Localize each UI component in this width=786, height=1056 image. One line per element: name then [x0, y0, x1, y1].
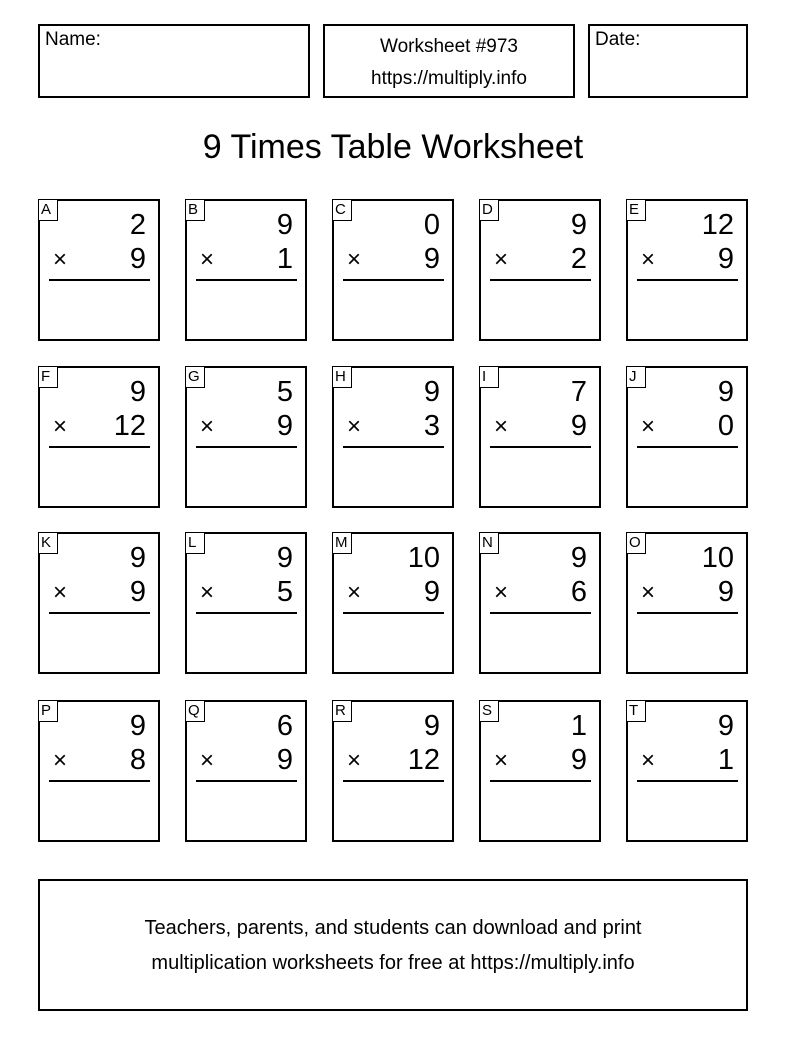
- answer-line: [196, 446, 297, 448]
- problem-card-d[interactable]: [479, 199, 601, 341]
- problem-card-c[interactable]: [332, 199, 454, 341]
- problem-card-q[interactable]: [185, 700, 307, 842]
- times-sign: ×: [641, 246, 656, 273]
- times-sign: ×: [641, 413, 656, 440]
- answer-line: [637, 446, 738, 448]
- answer-line: [343, 780, 444, 782]
- problem-card-g[interactable]: [185, 366, 307, 508]
- times-sign: ×: [200, 246, 215, 273]
- answer-line: [343, 446, 444, 448]
- multiplicand: 9: [129, 710, 146, 742]
- multiplicand: 9: [423, 710, 440, 742]
- multiplier: 9: [423, 576, 440, 608]
- multiplier: 1: [276, 243, 293, 275]
- multiplier: 9: [570, 744, 587, 776]
- date-label: Date:: [595, 29, 641, 50]
- multiplicand: 9: [276, 542, 293, 574]
- times-sign: ×: [347, 246, 362, 273]
- times-sign: ×: [641, 747, 656, 774]
- multiplier: 9: [717, 243, 734, 275]
- multiplicand: 9: [717, 710, 734, 742]
- date-field-box[interactable]: [588, 24, 748, 98]
- answer-line: [49, 279, 150, 281]
- times-sign: ×: [53, 413, 68, 440]
- problem-letter: P: [38, 700, 58, 722]
- problem-letter: C: [332, 199, 352, 221]
- multiplicand: 10: [407, 542, 440, 574]
- times-sign: ×: [200, 413, 215, 440]
- problem-letter: S: [479, 700, 499, 722]
- answer-line: [196, 612, 297, 614]
- multiplicand: 5: [276, 376, 293, 408]
- multiplier: 5: [276, 576, 293, 608]
- problem-letter: N: [479, 532, 499, 554]
- multiplicand: 9: [129, 376, 146, 408]
- multiplier: 12: [407, 744, 440, 776]
- answer-line: [343, 279, 444, 281]
- problem-card-k[interactable]: [38, 532, 160, 674]
- multiplicand: 0: [423, 209, 440, 241]
- problem-letter: O: [626, 532, 646, 554]
- multiplicand: 2: [129, 209, 146, 241]
- footer-box: [38, 879, 748, 1011]
- times-sign: ×: [53, 747, 68, 774]
- times-sign: ×: [200, 579, 215, 606]
- problem-card-a[interactable]: [38, 199, 160, 341]
- multiplicand: 12: [701, 209, 734, 241]
- problem-card-l[interactable]: [185, 532, 307, 674]
- multiplicand: 9: [276, 209, 293, 241]
- multiplier: 9: [129, 243, 146, 275]
- problem-letter: R: [332, 700, 352, 722]
- times-sign: ×: [347, 579, 362, 606]
- multiplicand: 9: [423, 376, 440, 408]
- answer-line: [196, 279, 297, 281]
- worksheet-number: Worksheet #973: [379, 36, 518, 57]
- multiplier: 8: [129, 744, 146, 776]
- name-field-box[interactable]: [38, 24, 310, 98]
- problem-letter: D: [479, 199, 499, 221]
- multiplicand: 9: [717, 376, 734, 408]
- answer-line: [490, 279, 591, 281]
- answer-line: [490, 446, 591, 448]
- problem-letter: I: [479, 366, 499, 388]
- problem-card-r[interactable]: [332, 700, 454, 842]
- multiplicand: 9: [570, 542, 587, 574]
- name-label: Name:: [45, 29, 101, 50]
- multiplier: 9: [423, 243, 440, 275]
- problem-letter: E: [626, 199, 646, 221]
- times-sign: ×: [641, 579, 656, 606]
- answer-line: [490, 612, 591, 614]
- multiplier: 9: [717, 576, 734, 608]
- multiplier: 1: [717, 744, 734, 776]
- answer-line: [343, 612, 444, 614]
- multiplier: 9: [276, 744, 293, 776]
- problem-letter: L: [185, 532, 205, 554]
- page-title: 9 Times Table Worksheet: [202, 128, 584, 166]
- problem-letter: K: [38, 532, 58, 554]
- multiplier: 0: [717, 410, 734, 442]
- multiplicand: 9: [129, 542, 146, 574]
- times-sign: ×: [494, 246, 509, 273]
- problem-letter: A: [38, 199, 58, 221]
- times-sign: ×: [494, 413, 509, 440]
- problem-card-n[interactable]: [479, 532, 601, 674]
- times-sign: ×: [347, 747, 362, 774]
- answer-line: [637, 279, 738, 281]
- multiplicand: 7: [570, 376, 587, 408]
- times-sign: ×: [200, 747, 215, 774]
- problem-card-m[interactable]: [332, 532, 454, 674]
- problem-letter: M: [332, 532, 352, 554]
- footer-line-2: multiplication worksheets for free at https://multiply.info: [151, 952, 635, 974]
- times-sign: ×: [347, 413, 362, 440]
- times-sign: ×: [494, 579, 509, 606]
- multiplier: 6: [570, 576, 587, 608]
- answer-line: [196, 780, 297, 782]
- problem-letter: T: [626, 700, 646, 722]
- multiplier: 9: [570, 410, 587, 442]
- multiplier: 9: [129, 576, 146, 608]
- answer-line: [637, 612, 738, 614]
- multiplier: 9: [276, 410, 293, 442]
- multiplicand: 6: [276, 710, 293, 742]
- answer-line: [490, 780, 591, 782]
- worksheet-info-box: [323, 24, 575, 98]
- problem-card-b[interactable]: [185, 199, 307, 341]
- problem-card-j[interactable]: [626, 366, 748, 508]
- problem-letter: J: [626, 366, 646, 388]
- problem-card-t[interactable]: [626, 700, 748, 842]
- problem-card-p[interactable]: [38, 700, 160, 842]
- problem-card-f[interactable]: [38, 366, 160, 508]
- multiplier: 12: [113, 410, 146, 442]
- multiplier: 2: [570, 243, 587, 275]
- problem-card-h[interactable]: [332, 366, 454, 508]
- times-sign: ×: [494, 747, 509, 774]
- answer-line: [637, 780, 738, 782]
- problem-card-i[interactable]: [479, 366, 601, 508]
- multiplicand: 1: [570, 710, 587, 742]
- problem-card-o[interactable]: [626, 532, 748, 674]
- answer-line: [49, 780, 150, 782]
- multiplier: 3: [423, 410, 440, 442]
- worksheet-url: https://multiply.info: [371, 68, 527, 89]
- times-sign: ×: [53, 246, 68, 273]
- times-sign: ×: [53, 579, 68, 606]
- problem-card-s[interactable]: [479, 700, 601, 842]
- footer-line-1: Teachers, parents, and students can download and print: [144, 917, 642, 939]
- problem-letter: F: [38, 366, 58, 388]
- problem-letter: G: [185, 366, 205, 388]
- problem-letter: B: [185, 199, 205, 221]
- multiplicand: 9: [570, 209, 587, 241]
- problem-letter: H: [332, 366, 352, 388]
- answer-line: [49, 612, 150, 614]
- answer-line: [49, 446, 150, 448]
- multiplicand: 10: [701, 542, 734, 574]
- problem-card-e[interactable]: [626, 199, 748, 341]
- problem-letter: Q: [185, 700, 205, 722]
